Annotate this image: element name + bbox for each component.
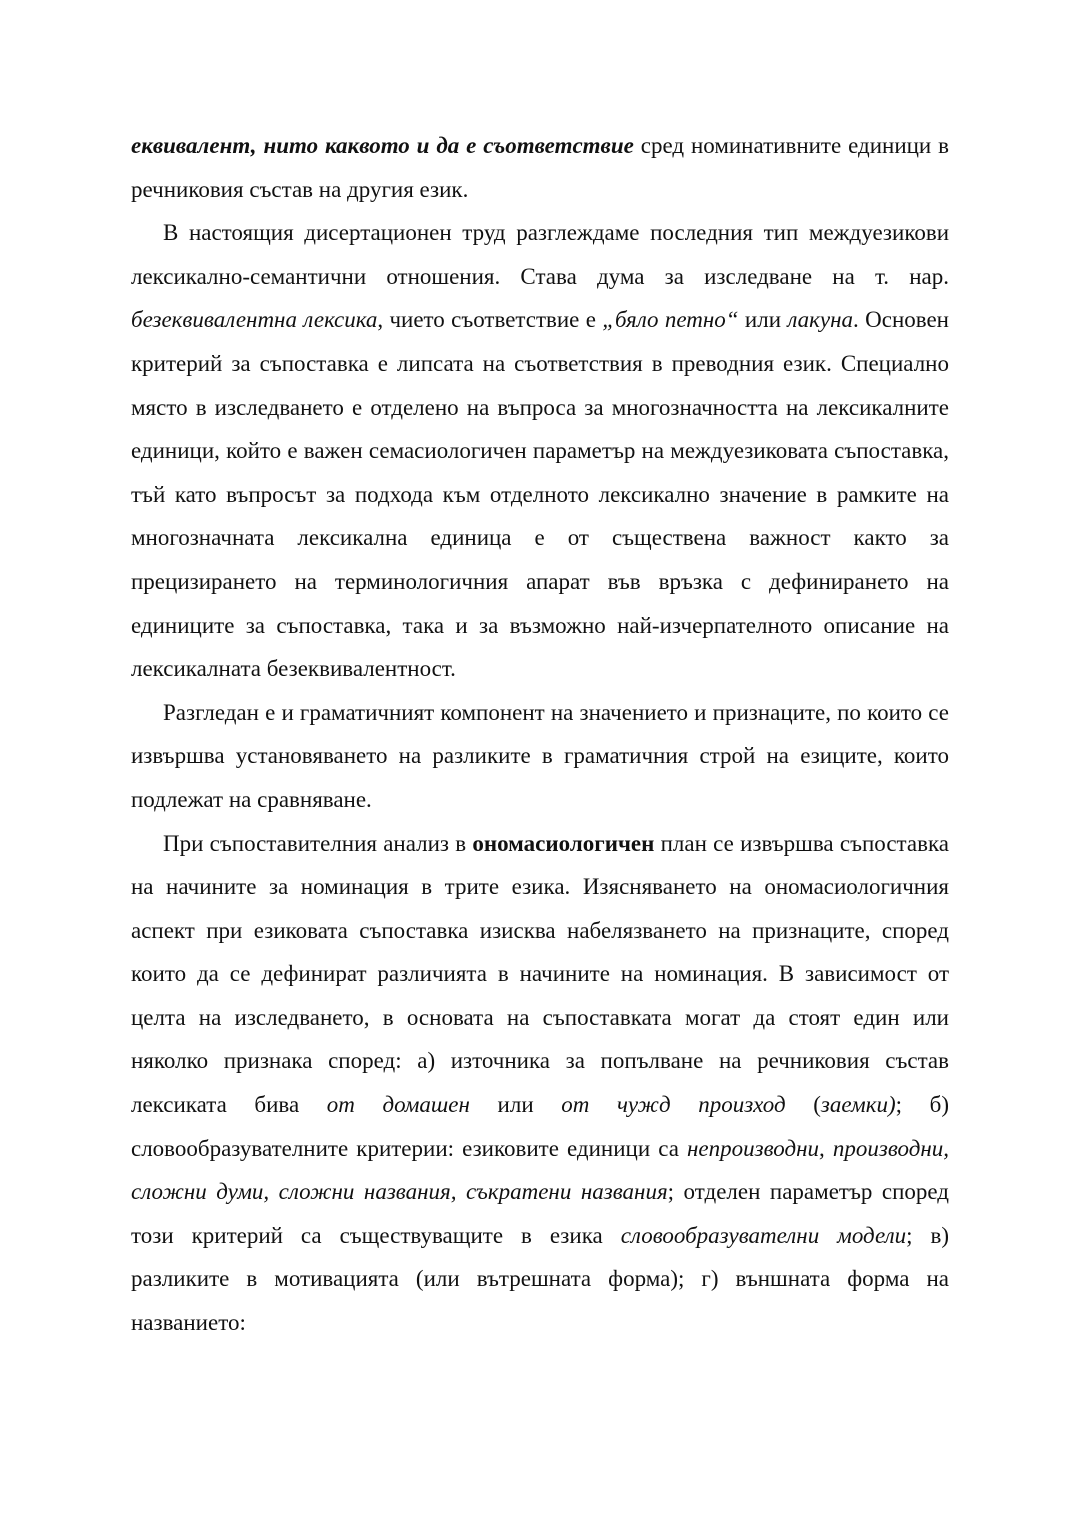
paragraph-1 xyxy=(131,124,949,211)
paragraph-2-text-2: , чието съответствие е xyxy=(377,307,603,333)
paragraph-4-text-2: план се извършва съпоставка на начините за номинация в трите езика. Изясняването на ономасиологичния аспект при езиковата съпоставка изисква набелязването на признаците, според които да се дефинират различията в начините на номинация. В зависимост от целта на изследването, в основата на съпоставката могат да стоят един или няколко признака според: а) източника за попълване на речниковия състав лексиката бива xyxy=(131,830,949,1118)
paragraph-3-text: Разгледан е и граматичният компонент на значението и признаците, по които се извършва установяването на разликите в граматичния строй на езиците, които подлежат на сравняване. xyxy=(131,699,949,812)
bold-italic-term: еквивалент, нито каквото и да е съответствие xyxy=(131,133,634,158)
italic-term-byalo-petno: „бяло петно“ xyxy=(602,307,739,333)
italic-term-bezekvivalentna: безеквивалентна лексика xyxy=(131,307,378,333)
italic-term-word-types: непроизводни, производни, сложни думи, сложни названия, съкратени названия xyxy=(131,1135,949,1205)
bold-term-onomasiologichen: ономасиологичен xyxy=(472,830,655,856)
italic-term-ot-domashen: от домашен xyxy=(326,1092,470,1118)
italic-term-lakuna: лакуна xyxy=(787,307,854,333)
paragraph-1-text: сред номинативните единици в речниковия състав на другия език. xyxy=(131,133,949,202)
paragraph-4-text-6: ; отделен параметър според този критерий са съществуващите в езика xyxy=(131,1179,949,1248)
paragraph-4-text-4: ( xyxy=(785,1092,821,1118)
paragraph-4-text-1: При съпоставителния анализ в xyxy=(163,830,473,856)
paragraph-4 xyxy=(131,822,949,1345)
italic-term-zaemki: заемки) xyxy=(820,1092,896,1118)
paragraph-2 xyxy=(131,211,949,691)
italic-term-ot-chuzhd: от чужд произход xyxy=(561,1092,786,1118)
paragraph-4-text-3: или xyxy=(469,1092,562,1118)
paragraph-2-text-4: . Основен критерий за съпоставка е липсата на съответствия в преводния език. Специално място в изследването е отделено на въпроса за многозначността на лексикалните единици, който е важен семасиологичен параметър на междуезиковата съпоставка, тъй като въпросът за подхода към отделното лексикално значение в рамките на многозначната лексикална единица е от съществена важност както за прецизирането на терминологичния апарат във връзка с дефинирането на единиците за съпоставка, така и за възможно най-изчерпателното описание на лексикалната безеквивалентност. xyxy=(131,307,949,682)
paragraph-4-text-5: ; б) словообразувателните критерии: езиковите единици са xyxy=(131,1092,949,1161)
document-page xyxy=(131,124,949,1345)
italic-term-models: словообразувателни модели xyxy=(620,1222,907,1248)
paragraph-2-text-1: В настоящия дисертационен труд разглеждаме последния тип междуезикови лексикално-семантични отношения. Става дума за изследване на т. нар. xyxy=(131,220,949,289)
paragraph-3 xyxy=(131,691,949,822)
paragraph-4-text-7: ; в) разликите в мотивацията (или вътрешната форма); г) външната форма на названието: xyxy=(131,1222,949,1336)
paragraph-2-text-3: или xyxy=(738,307,788,333)
